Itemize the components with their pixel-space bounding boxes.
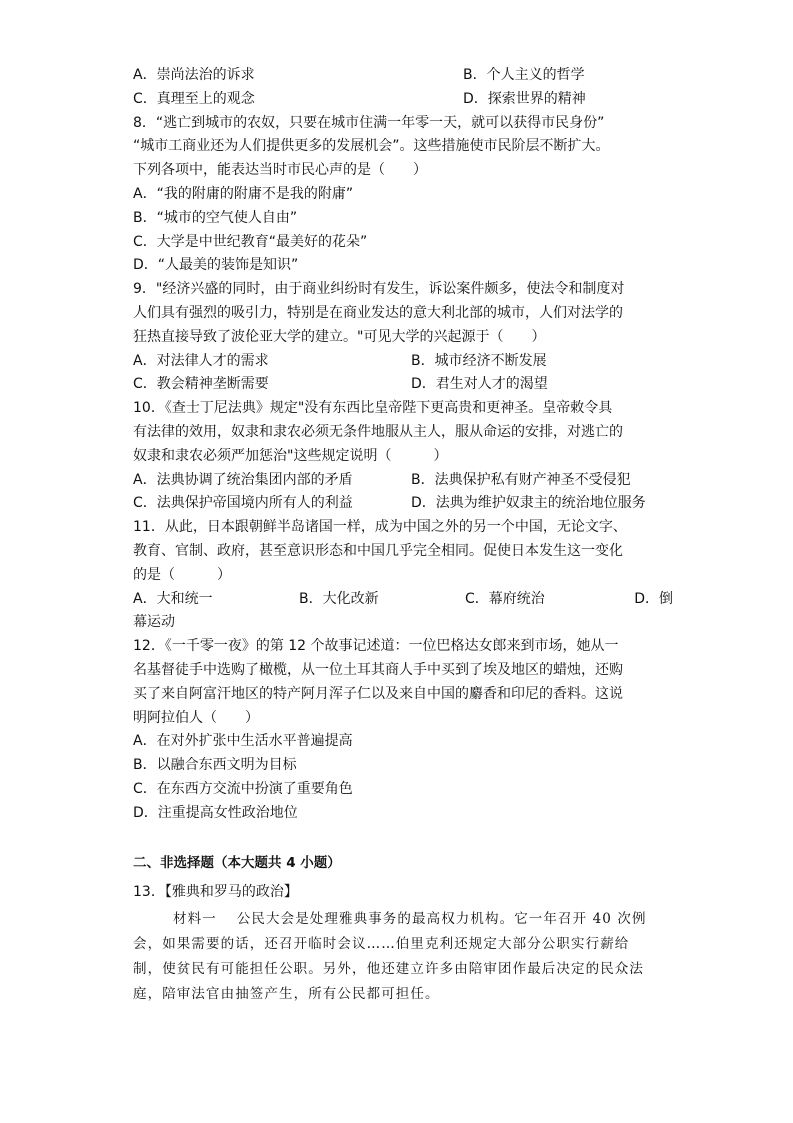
q11-stem-line: 教育、官制、政府，甚至意识形态和中国几乎完全相同。促使日本发生这一变化 <box>133 542 623 559</box>
q13-material-line: 材料一 公民大会是处理雅典事务的最高权力机构。它一年召开 40 次例 <box>173 911 647 928</box>
q13-material-line: 制，使贫民有可能担任公职。另外，他还建立许多由陪审团作最后决定的民众法 <box>133 961 644 978</box>
q8-option-b: B．“城市的空气使人自由” <box>133 209 298 226</box>
q12-option-a: A．在对外扩张中生活水平普遍提高 <box>133 733 353 750</box>
q10-stem-line: 10．《查士丁尼法典》规定"没有东西比皇帝陛下更高贵和更神圣。皇帝敕令具 <box>133 400 613 417</box>
q7-option-c: C．真理至上的观念 <box>133 90 255 107</box>
q8-stem-line: “城市工商业还为人们提供更多的发展机会”。这些措施使市民阶层不断扩大。 <box>133 138 610 155</box>
q8-option-a: A．“我的附庸的附庸不是我的附庸” <box>133 185 354 202</box>
section-title: 二、非选择题（本大题共 4 小题） <box>133 854 341 871</box>
q12-option-c: C．在东西方交流中扮演了重要角色 <box>133 780 353 797</box>
q10-stem-line: 有法律的效用，奴隶和隶农必须无条件地服从主人，服从命运的安排，对逃亡的 <box>133 423 623 440</box>
q12-option-b: B．以融合东西文明为目标 <box>133 757 297 774</box>
q8-stem-line: 8．“逃亡到城市的农奴，只要在城市住满一年零一天，就可以获得市民身份” <box>133 114 605 131</box>
q12-stem-line: 12．《一千零一夜》的第 12 个故事记述道：一位巴格达女郎来到市场，她从一 <box>133 638 619 655</box>
question-9 <box>133 278 673 397</box>
q7-options-row-2 <box>133 88 673 112</box>
q9-options-row-2 <box>133 373 673 397</box>
question-10 <box>133 397 673 516</box>
q10-stem-line: 奴隶和隶农必须严加惩治"这些规定说明（ ） <box>133 447 448 464</box>
q10-option-d: D．法典为维护奴隶主的统治地位服务 <box>411 495 646 512</box>
q12-option-d: D．注重提高女性政治地位 <box>133 804 298 821</box>
page-content <box>133 64 673 1007</box>
q12-stem-line: 明阿拉伯人（ ） <box>133 709 259 726</box>
question-8 <box>133 112 673 279</box>
q11-options-row <box>133 588 673 612</box>
q10-option-c: C．法典保护帝国境内所有人的利益 <box>133 495 353 512</box>
q11-stem-line: 11．从此，日本跟朝鲜半岛诸国一样，成为中国之外的另一个中国，无论文字、 <box>133 519 627 536</box>
q10-options-row-2 <box>133 492 673 516</box>
q11-option-d: D．倒 <box>634 590 673 607</box>
q7-option-a: A．崇尚法治的诉求 <box>133 67 255 83</box>
q12-stem-line: 买了来自阿富汗地区的特产阿月浑子仁以及来自中国的麝香和印尼的香料。这说 <box>133 685 623 702</box>
q7-options-row-1 <box>133 64 673 88</box>
q9-stem-line: 狂热直接导致了波伦亚大学的建立。"可见大学的兴起源于（ ） <box>133 328 546 345</box>
q11-option-b: B．大化改新 <box>299 590 379 607</box>
question-12 <box>133 635 673 825</box>
q13-material-line: 庭，陪审法官由抽签产生，所有公民都可担任。 <box>133 986 440 1003</box>
q7-option-d: D．探索世界的精神 <box>463 90 586 107</box>
q10-options-row-1 <box>133 469 673 493</box>
q8-option-c: C．大学是中世纪教育“最美好的花朵” <box>133 233 368 250</box>
q9-option-b: B．城市经济不断发展 <box>411 352 547 369</box>
q13-material-line: 会，如果需要的话，还召开临时会议……伯里克利还规定大部分公职实行薪给 <box>133 936 630 953</box>
q9-option-a: A．对法律人才的需求 <box>133 352 269 369</box>
q10-option-a: A．法典协调了统治集团内部的矛盾 <box>133 471 353 488</box>
q13-material <box>133 907 673 1007</box>
q8-stem-line: 下列各项中，能表达当时市民心声的是（ ） <box>133 162 427 179</box>
q12-stem-line: 名基督徒手中选购了橄榄，从一位土耳其商人手中买到了埃及地区的蜡烛，还购 <box>133 661 623 678</box>
question-13 <box>133 881 673 1007</box>
q11-option-c: C．幕府统治 <box>465 590 545 607</box>
q8-option-d: D．“人最美的装饰是知识” <box>133 257 299 274</box>
q10-option-b: B．法典保护私有财产神圣不受侵犯 <box>411 471 631 488</box>
q9-stem-line: 9．"经济兴盛的同时，由于商业纠纷时有发生，诉讼案件颇多，使法令和制度对 <box>133 281 625 298</box>
q9-option-c: C．教会精神垄断需要 <box>133 376 269 393</box>
q13-title: 13．【雅典和罗马的政治】 <box>133 884 298 901</box>
q9-stem-line: 人们具有强烈的吸引力，特别是在商业发达的意大利北部的城市，人们对法学的 <box>133 304 623 321</box>
q9-option-d: D．君生对人才的渴望 <box>411 376 548 393</box>
q9-options-row-1 <box>133 350 673 374</box>
q11-option-a: A．大和统一 <box>133 590 213 607</box>
q11-stem-line: 的是（ ） <box>133 566 231 583</box>
q11-option-d-continued: 幕运动 <box>133 614 175 631</box>
q7-option-b: B．个人主义的哲学 <box>463 67 585 83</box>
question-11 <box>133 516 673 635</box>
